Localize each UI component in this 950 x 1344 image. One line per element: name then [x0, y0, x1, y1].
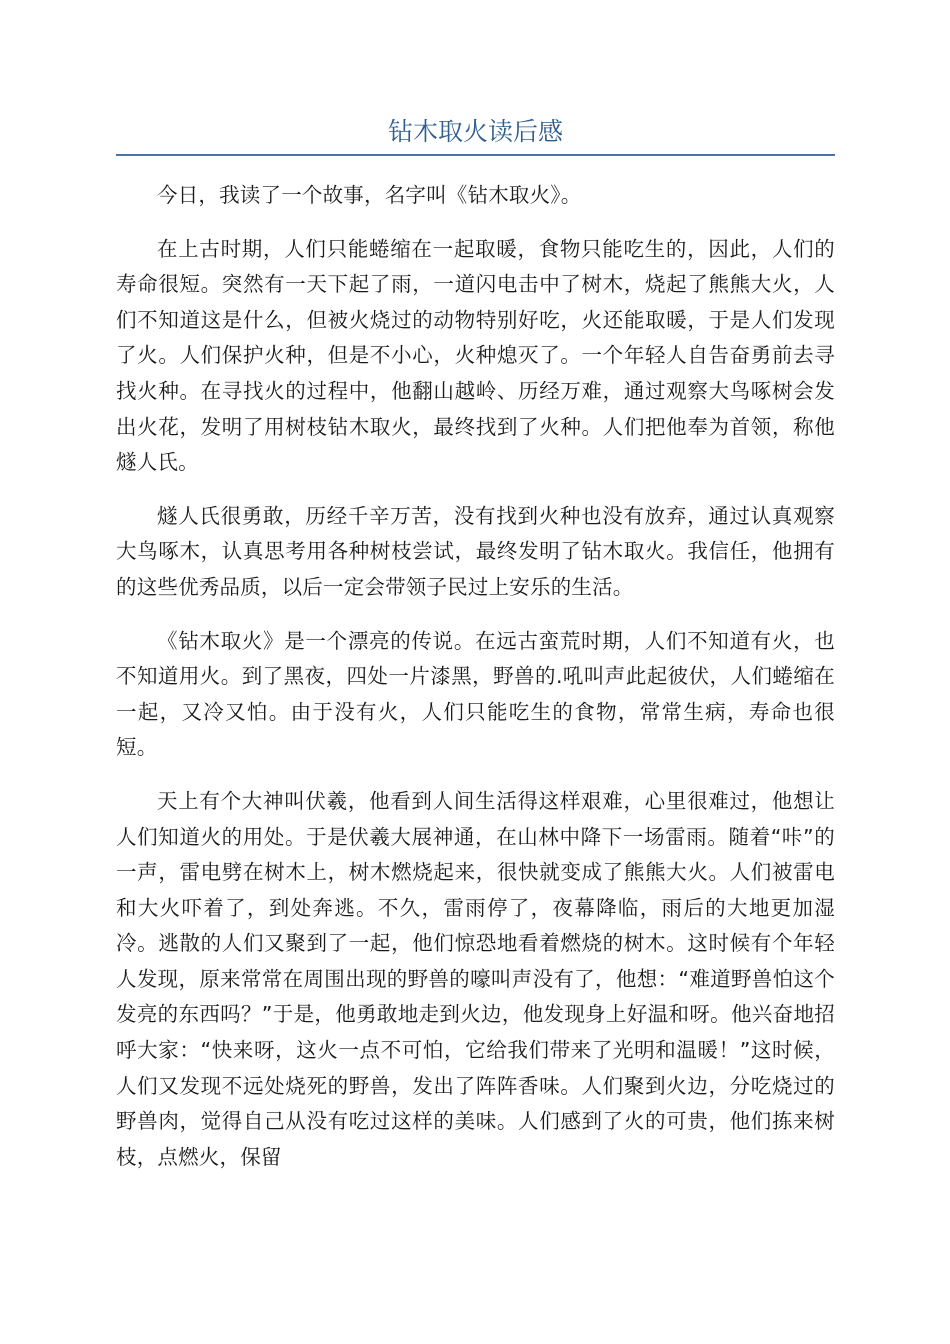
- paragraph-4: 《钻木取火》是一个漂亮的传说。在远古蛮荒时期，人们不知道有火，也不知道用火。到了黑夜，四处一片漆黑，野兽的.吼叫声此起彼伏，人们蜷缩在一起，又冷又怕。由于没有火，人们只能吃生的食物，常常生病，寿命也很短。: [116, 628, 835, 760]
- title-underline: [116, 154, 835, 156]
- document-page: [116, 112, 835, 1193]
- document-title: 钻木取火读后感: [387, 117, 563, 146]
- paragraph-1: 今日，我读了一个故事，名字叫《钻木取火》。: [157, 183, 582, 207]
- paragraph-5: 天上有个大神叫伏羲，他看到人间生活得这样艰难，心里很难过，他想让人们知道火的用处。于是伏羲大展神通，在山林中降下一场雷雨。随着“咔”的一声，雷电劈在树木上，树木燃烧起来，很快就变成了熊熊大火。人们被雷电和大火吓着了，到处奔逃。不久，雷雨停了，夜幕降临，雨后的大地更加湿冷。逃散的人们又聚到了一起，他们惊恐地看着燃烧的树木。这时候有个年轻人发现，原来常常在周围出现的野兽的嚎叫声没有了，他想：“难道野兽怕这个发亮的东西吗？”于是，他勇敢地走到火边，他发现身上好温和呀。他兴奋地招呼大家：“快来呀，这火一点不可怕，它给我们带来了光明和温暖！”这时候，人们又发现不远处烧死的野兽，发出了阵阵香味。人们聚到火边，分吃烧过的野兽肉，觉得自己从没有吃过这样的美味。人们感到了火的可贵，他们拣来树枝，点燃火，保留: [116, 788, 835, 1169]
- paragraph-2: 在上古时期，人们只能蜷缩在一起取暖，食物只能吃生的，因此，人们的寿命很短。突然有一天下起了雨，一道闪电击中了树木，烧起了熊熊大火，人们不知道这是什么，但被火烧过的动物特别好吃，火还能取暖，于是人们发现了火。人们保护火种，但是不小心，火种熄灭了。一个年轻人自告奋勇前去寻找火种。在寻找火的过程中，他翻山越岭、历经万难，通过观察大鸟啄树会发出火花，发明了用树枝钻木取火，最终找到了火种。人们把他奉为首领，称他燧人氏。: [116, 236, 835, 475]
- paragraph-3: 燧人氏很勇敢，历经千辛万苦，没有找到火种也没有放弃，通过认真观察大鸟啄木，认真思考用各种树枝尝试，最终发明了钻木取火。我信任，他拥有的这些优秀品质，以后一定会带领子民过上安乐的生活。: [116, 503, 835, 599]
- document-body: [116, 178, 835, 1175]
